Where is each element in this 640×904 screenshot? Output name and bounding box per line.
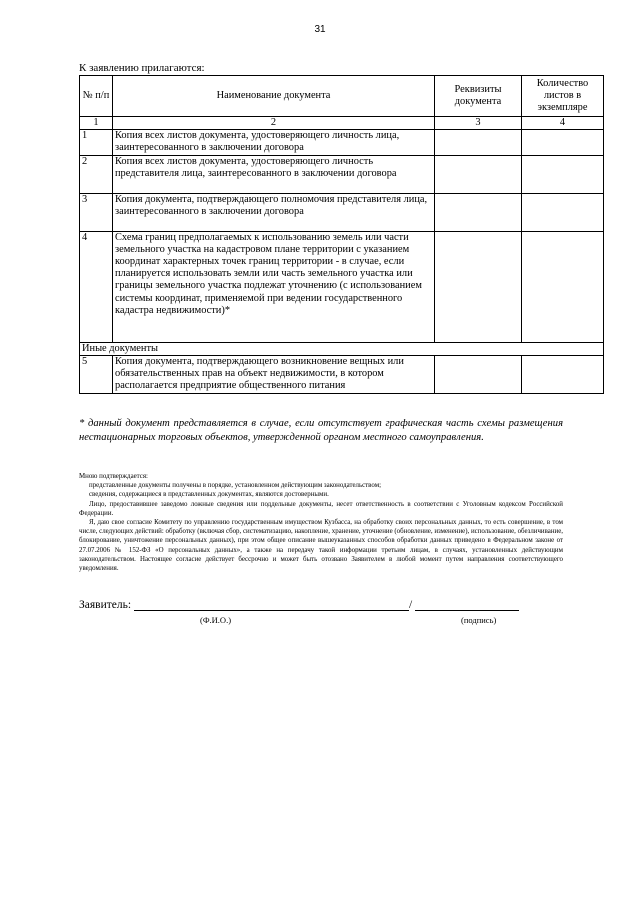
other-documents-label: Иные документы bbox=[80, 342, 604, 355]
header-quantity: Количество листов в экземпляре bbox=[522, 76, 604, 117]
header-num: № п/п bbox=[80, 76, 113, 117]
table-row bbox=[80, 231, 604, 342]
table-row bbox=[80, 155, 604, 193]
row-requisites-cell[interactable] bbox=[435, 193, 522, 231]
other-documents-row bbox=[80, 342, 604, 355]
signature-field[interactable] bbox=[415, 598, 519, 611]
table-row bbox=[80, 193, 604, 231]
row-quantity-cell[interactable] bbox=[522, 231, 604, 342]
row-doc-name: Копия всех листов документа, удостоверяющего личность представителя лица, заинтересованного в заключении договора bbox=[113, 155, 435, 193]
row-doc-name: Копия всех листов документа, удостоверяющего личность лица, заинтересованного в заключении договора bbox=[113, 130, 435, 155]
fio-field[interactable] bbox=[134, 598, 409, 611]
row-doc-name: Схема границ предполагаемых к использованию земель или части земельного участка на кадастровом плане территории с указанием координат характерных точек границ территории - в случае, если планируется использовать земли или часть земельного участка или границы земельного участка подлежат уточнению (с использованием системы координат, применяемой при ведении государственного кадастра недвижимости)* bbox=[113, 231, 435, 342]
header-name: Наименование документа bbox=[113, 76, 435, 117]
column-numbers-row bbox=[80, 117, 604, 130]
row-num: 5 bbox=[80, 355, 113, 393]
row-requisites-cell[interactable] bbox=[435, 130, 522, 155]
table-header-row bbox=[80, 76, 604, 117]
signature-separator: / bbox=[408, 599, 413, 611]
signature-line bbox=[79, 598, 563, 611]
confirmation-block bbox=[79, 472, 563, 573]
consent-statement: Я, даю свое согласие Комитету по управлению государственным имуществом Кузбасса, на обработку своих персональных данных, то есть совершение, в том числе, следующих действий: обработку (включая сбор, систематизацию, накопление, хранение, уточнение (обновление, изменение), использование, обезличивание, блокирование, уничтожение персональных данных), при этом общее описание вышеуказанных способов обработки данных приведено в Федеральном законе от 27.07.2006 № 152-ФЗ «О персональных данных», а также на передачу такой информации третьим лицам, в случаях, установленных действующим законодательством. Настоящее согласие действует бессрочно и может быть отозвано Заявителем в любой момент путем направления соответствующего уведомления. bbox=[79, 519, 563, 573]
row-quantity-cell[interactable] bbox=[522, 355, 604, 393]
signature-caption: (подпись) bbox=[461, 615, 497, 625]
confirmation-heading: Мною подтверждается: bbox=[79, 473, 148, 480]
fio-caption: (Ф.И.О.) bbox=[200, 615, 232, 625]
attachments-intro: К заявлению прилагаются: bbox=[79, 62, 205, 74]
row-requisites-cell[interactable] bbox=[435, 155, 522, 193]
row-requisites-cell[interactable] bbox=[435, 355, 522, 393]
table-row bbox=[80, 355, 604, 393]
applicant-label: Заявитель: bbox=[79, 599, 132, 611]
column-number: 3 bbox=[435, 117, 522, 130]
row-quantity-cell[interactable] bbox=[522, 130, 604, 155]
row-doc-name: Копия документа, подтверждающего возникновение вещных или обязательственных прав на объект недвижимости, в котором располагается предприятие общественного питания bbox=[113, 355, 435, 393]
confirmation-line: сведения, содержащиеся в представленных документах, являются достоверными. bbox=[89, 491, 329, 499]
header-requisites: Реквизиты документа bbox=[435, 76, 522, 117]
row-num: 2 bbox=[80, 155, 113, 193]
column-number: 4 bbox=[522, 117, 604, 130]
page-number: 31 bbox=[314, 24, 326, 35]
row-num: 3 bbox=[80, 193, 113, 231]
footnote: * данный документ представляется в случае, если отсутствует графическая часть схемы размещения нестационарных торговых объектов, утвержденной органом местного самоуправления. bbox=[79, 418, 563, 443]
row-quantity-cell[interactable] bbox=[522, 155, 604, 193]
row-num: 1 bbox=[80, 130, 113, 155]
column-number: 2 bbox=[113, 117, 435, 130]
attachments-table bbox=[79, 75, 604, 394]
row-num: 4 bbox=[80, 231, 113, 342]
column-number: 1 bbox=[80, 117, 113, 130]
row-requisites-cell[interactable] bbox=[435, 231, 522, 342]
row-quantity-cell[interactable] bbox=[522, 193, 604, 231]
liability-statement: Лицо, предоставившее заведомо ложные сведения или поддельные документы, несет ответственность в соответствии с Уголовным кодексом Российской Федерации. bbox=[79, 500, 563, 517]
table-row bbox=[80, 130, 604, 155]
confirmation-line: представленные документы получены в порядке, установленном действующим законодательством; bbox=[89, 482, 381, 490]
row-doc-name: Копия документа, подтверждающего полномочия представителя лица, заинтересованного в заключении договора bbox=[113, 193, 435, 231]
